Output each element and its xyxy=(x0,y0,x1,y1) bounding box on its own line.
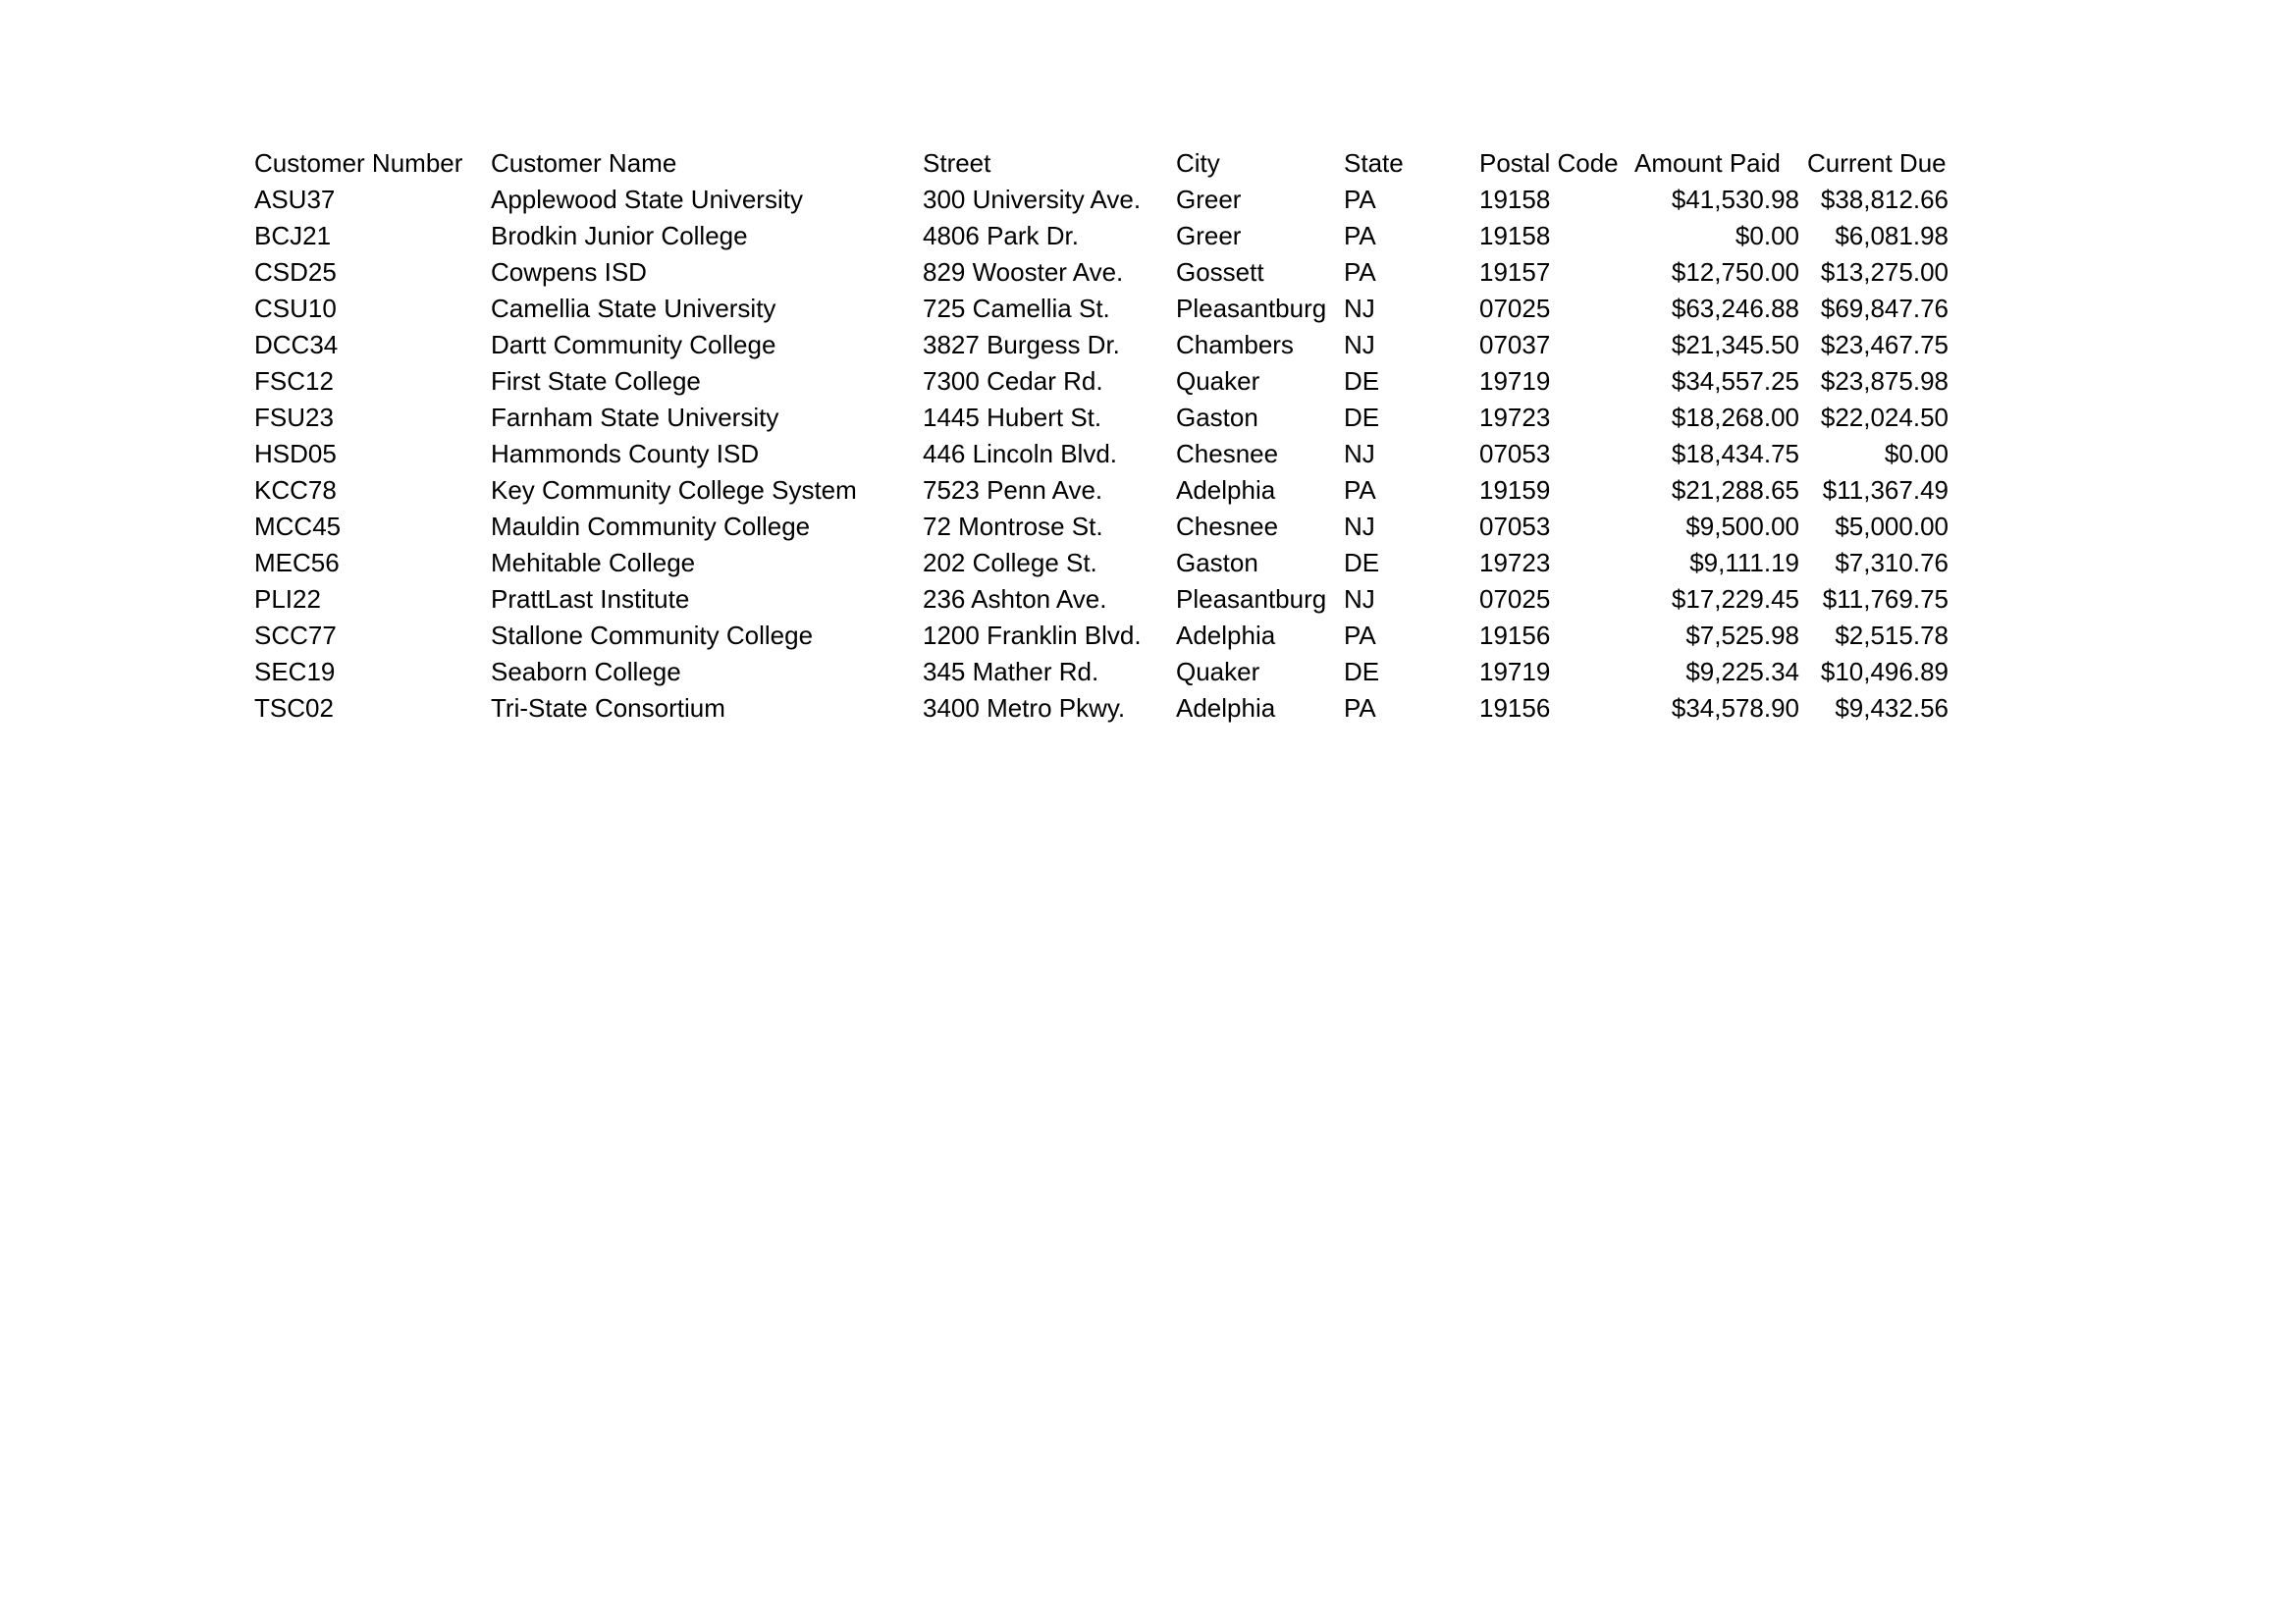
cell-postal-code: 19158 xyxy=(1479,221,1551,250)
table-row xyxy=(254,436,1949,472)
cell-current-due: $69,847.76 xyxy=(1820,294,1949,323)
cell-current-due: $10,496.89 xyxy=(1820,657,1949,686)
cell-current-due: $11,367.49 xyxy=(1822,475,1949,505)
cell-state: NJ xyxy=(1344,512,1375,541)
cell-amount-paid: $0.00 xyxy=(1735,221,1799,250)
cell-state: PA xyxy=(1344,475,1376,505)
cell-customer-number: ASU37 xyxy=(254,185,336,214)
table-row xyxy=(254,618,1949,654)
cell-street: 3400 Metro Pkwy. xyxy=(923,693,1126,723)
cell-postal-code: 19719 xyxy=(1479,657,1551,686)
cell-current-due: $7,310.76 xyxy=(1835,548,1949,577)
cell-state: NJ xyxy=(1344,330,1375,359)
cell-city: Chesnee xyxy=(1176,439,1279,468)
header-postal-code: Postal Code xyxy=(1479,148,1619,178)
cell-amount-paid: $41,530.98 xyxy=(1671,185,1799,214)
table-row xyxy=(254,327,1949,363)
table-header-row xyxy=(254,145,1949,182)
cell-customer-name: Hammonds County ISD xyxy=(491,439,760,468)
cell-amount-paid: $34,557.25 xyxy=(1671,366,1799,396)
cell-customer-number: CSU10 xyxy=(254,294,337,323)
cell-city: Gaston xyxy=(1176,548,1258,577)
cell-customer-name: Key Community College System xyxy=(491,475,857,505)
cell-street: 725 Camellia St. xyxy=(923,294,1110,323)
cell-customer-number: SCC77 xyxy=(254,621,337,650)
cell-current-due: $38,812.66 xyxy=(1820,185,1949,214)
cell-state: DE xyxy=(1344,657,1380,686)
cell-current-due: $11,769.75 xyxy=(1822,584,1949,614)
cell-postal-code: 19156 xyxy=(1479,693,1551,723)
cell-amount-paid: $9,225.34 xyxy=(1685,657,1799,686)
cell-city: Quaker xyxy=(1176,657,1260,686)
cell-customer-name: Dartt Community College xyxy=(491,330,776,359)
cell-customer-name: First State College xyxy=(491,366,701,396)
header-amount-paid: Amount Paid xyxy=(1634,148,1781,178)
table-row xyxy=(254,254,1949,291)
cell-postal-code: 19157 xyxy=(1479,257,1551,287)
cell-customer-number: PLI22 xyxy=(254,584,321,614)
cell-customer-name: Seaborn College xyxy=(491,657,681,686)
cell-street: 829 Wooster Ave. xyxy=(923,257,1124,287)
cell-city: Greer xyxy=(1176,221,1242,250)
cell-postal-code: 19723 xyxy=(1479,548,1551,577)
cell-street: 7300 Cedar Rd. xyxy=(923,366,1103,396)
cell-postal-code: 19158 xyxy=(1479,185,1551,214)
cell-current-due: $13,275.00 xyxy=(1820,257,1949,287)
header-customer-number: Customer Number xyxy=(254,148,463,178)
table-row xyxy=(254,509,1949,545)
table-row xyxy=(254,218,1949,254)
cell-postal-code: 19719 xyxy=(1479,366,1551,396)
cell-amount-paid: $9,111.19 xyxy=(1689,548,1799,577)
cell-current-due: $22,024.50 xyxy=(1820,403,1949,432)
cell-customer-name: Farnham State University xyxy=(491,403,779,432)
cell-customer-number: FSU23 xyxy=(254,403,334,432)
cell-city: Chambers xyxy=(1176,330,1294,359)
cell-customer-number: MCC45 xyxy=(254,512,342,541)
cell-state: NJ xyxy=(1344,294,1375,323)
cell-current-due: $23,875.98 xyxy=(1820,366,1949,396)
cell-city: Adelphia xyxy=(1176,475,1276,505)
cell-street: 72 Montrose St. xyxy=(923,512,1103,541)
cell-customer-name: Stallone Community College xyxy=(491,621,814,650)
table-row xyxy=(254,291,1949,327)
cell-postal-code: 07025 xyxy=(1479,584,1551,614)
cell-amount-paid: $34,578.90 xyxy=(1671,693,1799,723)
cell-street: 236 Ashton Ave. xyxy=(923,584,1107,614)
cell-state: PA xyxy=(1344,185,1376,214)
cell-street: 1445 Hubert St. xyxy=(923,403,1102,432)
cell-amount-paid: $9,500.00 xyxy=(1685,512,1799,541)
cell-city: Adelphia xyxy=(1176,621,1276,650)
table-row xyxy=(254,472,1949,509)
cell-customer-number: CSD25 xyxy=(254,257,337,287)
cell-postal-code: 19723 xyxy=(1479,403,1551,432)
table-row xyxy=(254,400,1949,436)
cell-street: 202 College St. xyxy=(923,548,1097,577)
cell-state: PA xyxy=(1344,221,1376,250)
header-state: State xyxy=(1344,148,1404,178)
header-street: Street xyxy=(923,148,991,178)
cell-customer-number: DCC34 xyxy=(254,330,339,359)
table-row xyxy=(254,182,1949,218)
cell-current-due: $0.00 xyxy=(1884,439,1949,468)
cell-city: Pleasantburg xyxy=(1176,294,1327,323)
cell-street: 446 Lincoln Blvd. xyxy=(923,439,1118,468)
cell-amount-paid: $18,268.00 xyxy=(1671,403,1799,432)
header-city: City xyxy=(1176,148,1220,178)
cell-customer-name: Brodkin Junior College xyxy=(491,221,748,250)
cell-amount-paid: $63,246.88 xyxy=(1671,294,1799,323)
cell-street: 345 Mather Rd. xyxy=(923,657,1099,686)
cell-customer-name: PrattLast Institute xyxy=(491,584,690,614)
cell-street: 7523 Penn Ave. xyxy=(923,475,1103,505)
cell-amount-paid: $21,345.50 xyxy=(1671,330,1799,359)
cell-city: Greer xyxy=(1176,185,1242,214)
cell-street: 1200 Franklin Blvd. xyxy=(923,621,1142,650)
table-row xyxy=(254,690,1949,727)
cell-postal-code: 07025 xyxy=(1479,294,1551,323)
header-current-due: Current Due xyxy=(1807,148,1947,178)
cell-state: DE xyxy=(1344,548,1380,577)
cell-customer-name: Mauldin Community College xyxy=(491,512,811,541)
cell-customer-name: Mehitable College xyxy=(491,548,696,577)
cell-city: Gaston xyxy=(1176,403,1258,432)
cell-postal-code: 07053 xyxy=(1479,512,1551,541)
customer-table xyxy=(254,145,1949,727)
cell-city: Quaker xyxy=(1176,366,1260,396)
table-row xyxy=(254,581,1949,618)
cell-postal-code: 07053 xyxy=(1479,439,1551,468)
cell-postal-code: 07037 xyxy=(1479,330,1551,359)
table-body xyxy=(254,182,1949,727)
cell-customer-number: SEC19 xyxy=(254,657,336,686)
cell-customer-name: Applewood State University xyxy=(491,185,803,214)
cell-postal-code: 19159 xyxy=(1479,475,1551,505)
cell-state: NJ xyxy=(1344,439,1375,468)
cell-state: DE xyxy=(1344,403,1380,432)
cell-state: NJ xyxy=(1344,584,1375,614)
cell-customer-number: BCJ21 xyxy=(254,221,332,250)
cell-amount-paid: $7,525.98 xyxy=(1685,621,1799,650)
header-customer-name: Customer Name xyxy=(491,148,677,178)
table-row xyxy=(254,654,1949,690)
cell-state: PA xyxy=(1344,693,1376,723)
cell-street: 4806 Park Dr. xyxy=(923,221,1079,250)
cell-city: Pleasantburg xyxy=(1176,584,1327,614)
cell-street: 300 University Ave. xyxy=(923,185,1142,214)
cell-customer-name: Camellia State University xyxy=(491,294,776,323)
cell-customer-number: HSD05 xyxy=(254,439,337,468)
cell-amount-paid: $18,434.75 xyxy=(1671,439,1799,468)
cell-current-due: $23,467.75 xyxy=(1820,330,1949,359)
cell-city: Adelphia xyxy=(1176,693,1276,723)
cell-customer-number: KCC78 xyxy=(254,475,337,505)
cell-customer-name: Cowpens ISD xyxy=(491,257,647,287)
cell-customer-name: Tri-State Consortium xyxy=(491,693,725,723)
cell-street: 3827 Burgess Dr. xyxy=(923,330,1120,359)
cell-current-due: $5,000.00 xyxy=(1835,512,1949,541)
cell-amount-paid: $21,288.65 xyxy=(1671,475,1799,505)
cell-state: PA xyxy=(1344,257,1376,287)
cell-amount-paid: $17,229.45 xyxy=(1671,584,1799,614)
cell-current-due: $6,081.98 xyxy=(1835,221,1949,250)
cell-current-due: $2,515.78 xyxy=(1835,621,1949,650)
cell-state: PA xyxy=(1344,621,1376,650)
cell-customer-number: MEC56 xyxy=(254,548,340,577)
cell-state: DE xyxy=(1344,366,1380,396)
table-row xyxy=(254,545,1949,581)
cell-current-due: $9,432.56 xyxy=(1835,693,1949,723)
cell-amount-paid: $12,750.00 xyxy=(1671,257,1799,287)
cell-customer-number: FSC12 xyxy=(254,366,334,396)
cell-city: Chesnee xyxy=(1176,512,1279,541)
cell-postal-code: 19156 xyxy=(1479,621,1551,650)
table-row xyxy=(254,363,1949,400)
cell-customer-number: TSC02 xyxy=(254,693,334,723)
cell-city: Gossett xyxy=(1176,257,1264,287)
